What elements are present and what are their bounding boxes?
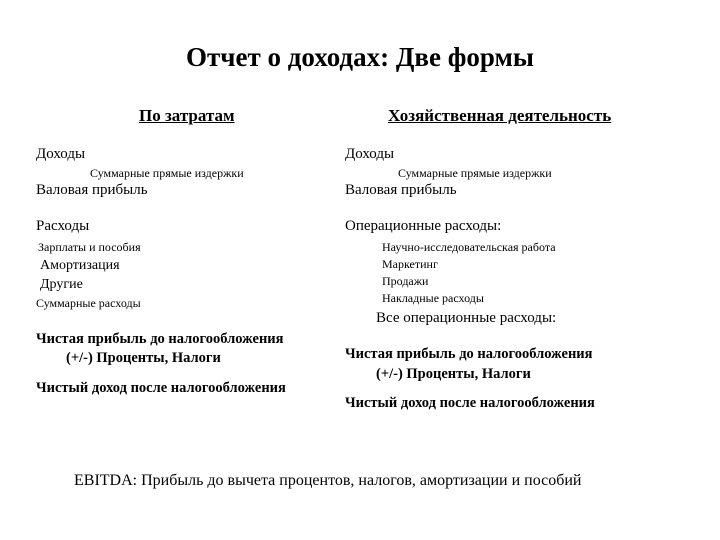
ebitda-footnote: EBITDA: Прибыль до вычета процентов, налогов, амортизации и пособий: [74, 472, 582, 489]
right-operating-expenses: Операционные расходы:: [345, 218, 502, 234]
right-overhead: Накладные расходы: [382, 291, 484, 305]
left-other: Другие: [40, 277, 83, 292]
right-marketing: Маркетинг: [382, 257, 438, 271]
left-salaries: Зарплаты и пособия: [38, 240, 141, 254]
right-sales: Продажи: [382, 274, 429, 288]
left-ebt: Чистая прибыль до налогообложения: [36, 331, 284, 347]
left-gross-profit: Валовая прибыль: [36, 182, 148, 198]
left-expenses: Расходы: [36, 218, 90, 234]
right-total-operating: Все операционные расходы:: [376, 310, 557, 326]
right-direct-costs: Суммарные прямые издержки: [398, 166, 552, 180]
right-rnd: Научно-исследовательская работа: [382, 240, 556, 254]
right-revenue: Доходы: [345, 146, 395, 162]
right-gross-profit: Валовая прибыль: [345, 182, 457, 198]
right-heading: Хозяйственная деятельность: [388, 106, 612, 125]
page-title: Отчет о доходах: Две формы: [186, 42, 534, 72]
left-net-income: Чистый доход после налогообложения: [36, 380, 286, 396]
right-net-income: Чистый доход после налогообложения: [345, 395, 595, 411]
left-direct-costs: Суммарные прямые издержки: [90, 166, 244, 180]
left-revenue: Доходы: [36, 146, 86, 162]
left-heading: По затратам: [139, 106, 235, 125]
left-total-expenses: Суммарные расходы: [36, 296, 141, 310]
left-depreciation: Амортизация: [40, 258, 120, 273]
right-ebt: Чистая прибыль до налогообложения: [345, 346, 593, 362]
left-interest-taxes: (+/-) Проценты, Налоги: [66, 350, 221, 366]
right-interest-taxes: (+/-) Проценты, Налоги: [376, 366, 531, 382]
